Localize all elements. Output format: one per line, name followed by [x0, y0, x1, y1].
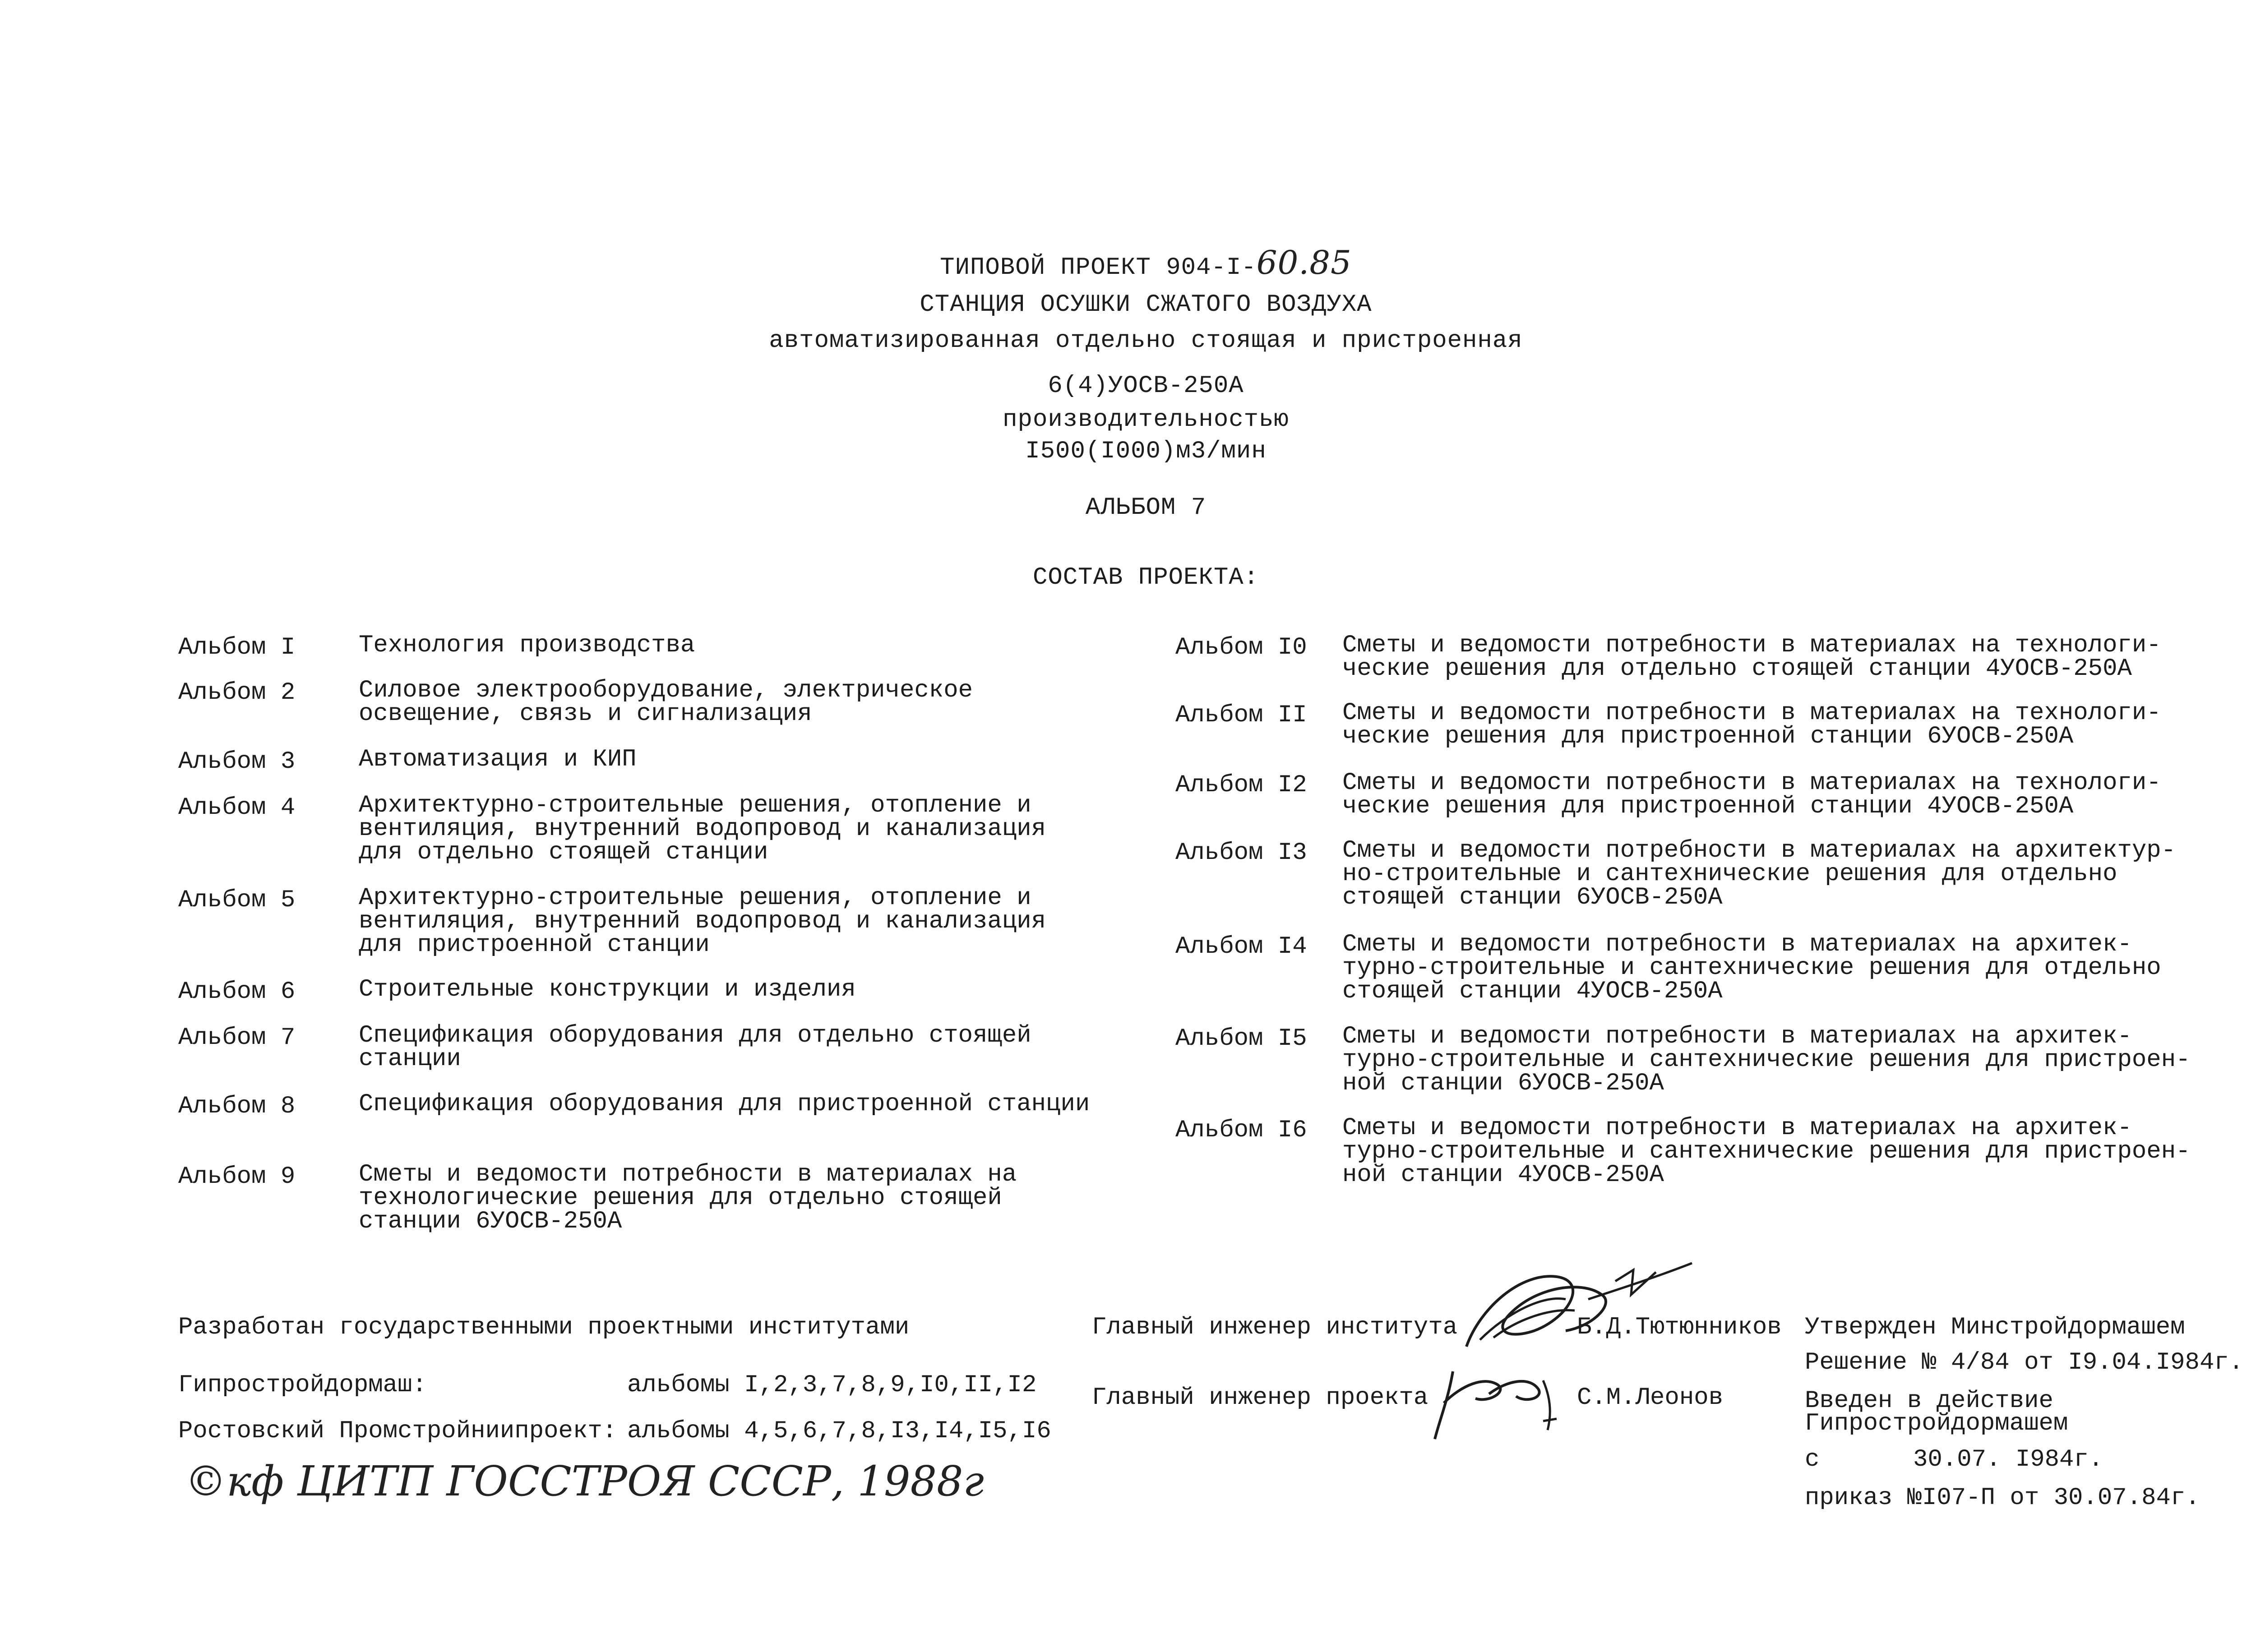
title-line — [0, 244, 2256, 281]
composition-heading: СОСТАВ ПРОЕКТА: — [1032, 564, 1259, 591]
chief-engineer-project-name: С.М.Леонов — [1577, 1384, 1724, 1412]
subtitle: автоматизированная отдельно стоящая и пристроенная — [769, 327, 1523, 355]
album-entry-3 — [178, 748, 637, 775]
album-description: Сметы и ведомости потребности в материалах на технологи- ческие решения для отдельно стоящей станции 4УОСВ-250А — [1342, 632, 2161, 683]
album-description: Спецификация оборудования для пристроенной станции — [359, 1090, 1090, 1118]
institute-1-name: Гипростройдормаш: — [178, 1371, 427, 1399]
album-entry-9 — [178, 1163, 1017, 1233]
institute-2-name: Ростовский Промстройниипроект: — [178, 1417, 617, 1445]
model: 6(4)УОСВ-250А — [1048, 372, 1244, 400]
album-description: Сметы и ведомости потребности в материалах на архитек- турно-строительные и сантехнические решения для пристроен- ной станции 4УОСВ-250А — [1342, 1114, 2191, 1189]
album-description: Силовое электрооборудование, электрическое освещение, связь и сигнализация — [359, 677, 973, 728]
album-label: Альбом I3 — [1175, 839, 1307, 867]
album-description: Сметы и ведомости потребности в материалах на технологические решения для отдельно стоящей станции 6УОСВ-250А — [359, 1161, 1017, 1235]
album-label: Альбом 2 — [178, 679, 296, 706]
title-prefix: ТИПОВОЙ ПРОЕКТ 904-I- — [940, 254, 1257, 281]
album-label: Альбом I4 — [1175, 933, 1307, 960]
capacity-value: I500(I000)м3/мин — [1025, 438, 1267, 465]
subject-title: СТАНЦИЯ ОСУШКИ СЖАТОГО ВОЗДУХА — [920, 291, 1372, 318]
developed-by: Разработан государственными проектными институтами — [178, 1314, 910, 1341]
decision: Решение № 4/84 от I9.04.I984г. — [1805, 1349, 2244, 1376]
album-entry-11 — [1175, 701, 2161, 748]
album-description: Архитектурно-строительные решения, отопление и вентиляция, внутренний водопровод и канализация для пристроенной станции — [359, 884, 1046, 959]
album-entry-8 — [178, 1090, 1090, 1120]
chief-engineer-project-label: Главный инженер проекта — [1092, 1384, 1428, 1412]
capacity-label: производительностью — [1003, 406, 1289, 434]
album-number: АЛЬБОМ 7 — [1085, 494, 1207, 521]
chief-engineer-institute-name: Б.Д.Тютюнников — [1577, 1314, 1782, 1341]
signature-tyutyunnikov — [1453, 1254, 1706, 1362]
album-label: Альбом 6 — [178, 978, 296, 1006]
album-label: Альбом 5 — [178, 886, 296, 914]
album-label: Альбом 4 — [178, 794, 296, 821]
album-entry-14 — [1175, 933, 2161, 1003]
album-description: Автоматизация и КИП — [359, 746, 637, 773]
album-description: Сметы и ведомости потребности в материалах на архитек- турно-строительные и сантехнические решения для пристроен- ной станции 6УОСВ-250А — [1342, 1023, 2191, 1097]
enacted-line-1: Введен в действие — [1805, 1387, 2053, 1415]
album-entry-15 — [1175, 1025, 2191, 1095]
order-number: I07-П от 30.07.84г. — [1922, 1484, 2200, 1512]
album-description: Технология производства — [359, 632, 695, 659]
approved-by: Утвержден Минстройдормашем — [1805, 1314, 2185, 1341]
album-label: Альбом I0 — [1175, 634, 1307, 661]
institute-1-albums: альбомы I,2,3,7,8,9,I0,II,I2 — [627, 1371, 1037, 1399]
album-description: Сметы и ведомости потребности в материалах на архитектур- но-строительные и сантехнические решения для отдельно стоящей станции 6УОСВ-250А — [1342, 837, 2176, 911]
album-label: Альбом 8 — [178, 1093, 296, 1120]
album-description: Сметы и ведомости потребности в материалах на архитек- турно-строительные и сантехнические решения для отдельно стоящей станции 4УОСВ-250А — [1342, 931, 2161, 1005]
album-entry-7 — [178, 1024, 1031, 1071]
album-entry-5 — [178, 886, 1046, 957]
enacted-date-prefix: с — [1805, 1446, 1820, 1473]
album-description: Сметы и ведомости потребности в материалах на технологи- ческие решения для пристроенной станции 6УОСВ-250А — [1342, 699, 2161, 750]
album-description: Спецификация оборудования для отдельно стоящей станции — [359, 1022, 1031, 1073]
album-description: Строительные конструкции и изделия — [359, 976, 856, 1003]
album-label: Альбом I2 — [1175, 771, 1307, 799]
album-label: Альбом 7 — [178, 1024, 296, 1052]
album-entry-13 — [1175, 839, 2176, 909]
title-handwritten-number: 60.85 — [1256, 244, 1352, 281]
album-entry-6 — [178, 978, 856, 1006]
album-entry-2 — [178, 679, 973, 726]
album-label: Альбом I6 — [1175, 1117, 1307, 1144]
enacted-line-2: Гипростройдормашем — [1805, 1410, 2068, 1437]
enacted-date: 30.07. I984г. — [1913, 1446, 2103, 1473]
album-entry-1 — [178, 634, 695, 661]
album-label: Альбом 9 — [178, 1163, 296, 1191]
copyright-note: ©кф ЦИТП ГОССТРОЯ СССР, 1988г — [185, 1457, 985, 1505]
signature-leonov — [1421, 1353, 1575, 1448]
album-entry-10 — [1175, 634, 2161, 681]
institute-2-albums: альбомы 4,5,6,7,8,I3,I4,I5,I6 — [627, 1417, 1051, 1445]
album-entry-4 — [178, 794, 1046, 864]
chief-engineer-institute-label: Главный инженер института — [1092, 1314, 1458, 1341]
album-label: Альбом I — [178, 634, 296, 661]
album-entry-16 — [1175, 1114, 2191, 1189]
album-description: Сметы и ведомости потребности в материалах на технологи- ческие решения для пристроенной станции 4УОСВ-250А — [1342, 769, 2161, 820]
album-entry-12 — [1175, 771, 2161, 818]
album-label: Альбом I5 — [1175, 1025, 1307, 1052]
album-description: Архитектурно-строительные решения, отопление и вентиляция, внутренний водопровод и канализация для отдельно стоящей станции — [359, 792, 1046, 866]
album-label: Альбом 3 — [178, 748, 296, 775]
album-label: Альбом II — [1175, 701, 1307, 729]
order-prefix: приказ № — [1805, 1484, 1922, 1512]
